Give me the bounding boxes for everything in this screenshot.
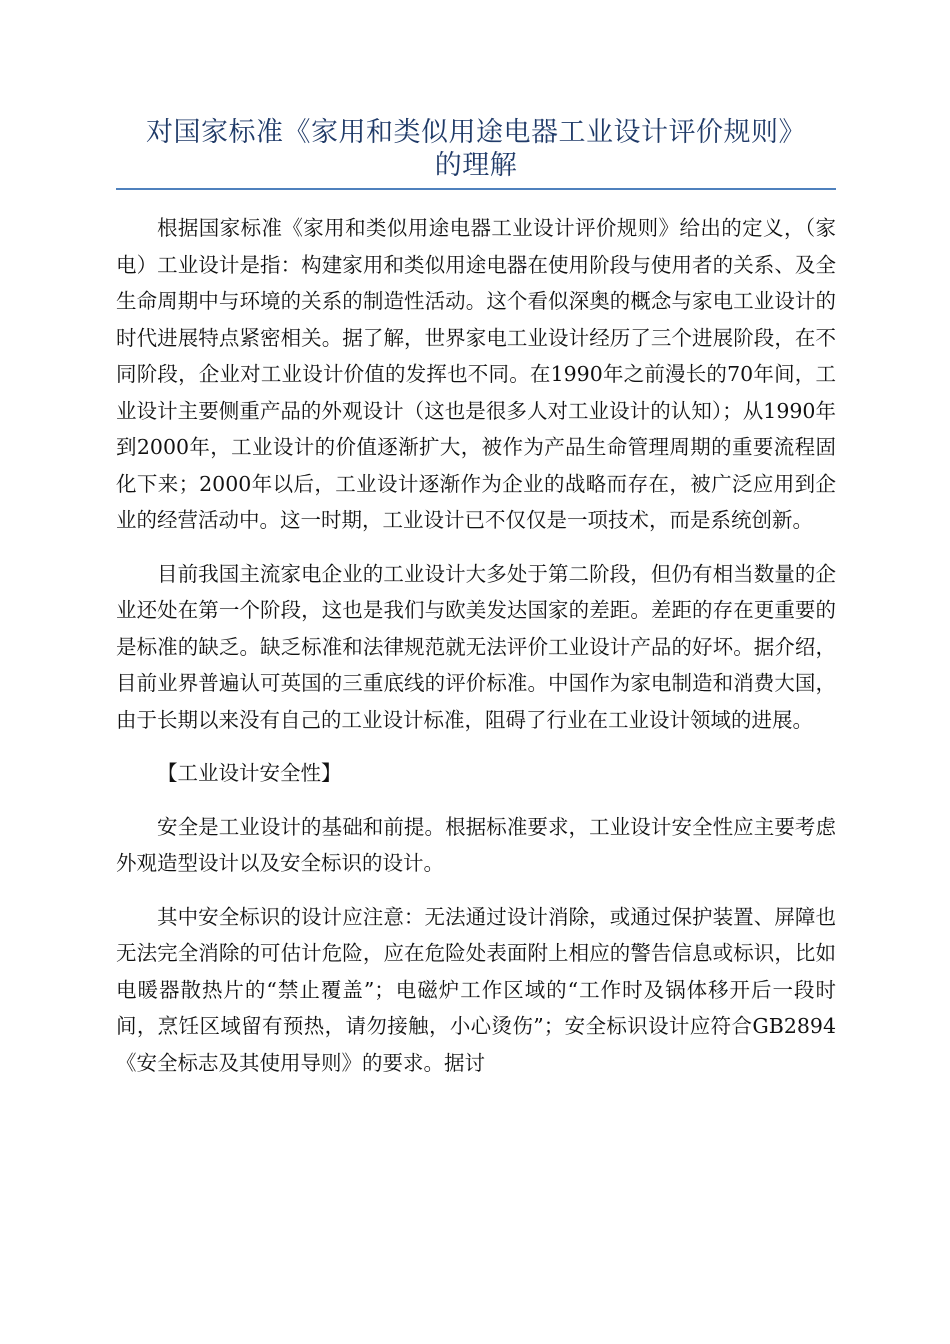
paragraph-current-status: 目前我国主流家电企业的工业设计大多处于第二阶段，但仍有相当数量的企业还处在第一个阶段，这也是我们与欧美发达国家的差距。差距的存在更重要的是标准的缺乏。缺乏标准和法律规范就无法评价工业设计产品的好坏。据介绍，目前业界普遍认可英国的三重底线的评价标准。中国作为家电制造和消费大国，由于长期以来没有自己的工业设计标准，阻碍了行业在工业设计领域的进展。 [116,561,836,732]
document-body [116,210,836,1098]
title-line-2: 的理解 [434,150,518,181]
title-block [116,116,836,190]
document-title [116,116,836,182]
section-heading-safety: 【工业设计安全性】 [157,761,342,785]
paragraph-safety-labels: 其中安全标识的设计应注意：无法通过设计消除，或通过保护装置、屏障也无法完全消除的可估计危险，应在危险处表面附上相应的警告信息或标识，比如电暖器散热片的“禁止覆盖”；电磁炉工作区域的“工作时及锅体移开后一段时间，烹饪区域留有预热，请勿接触，小心烫伤”；安全标识设计应符合GB2894《安全标志及其使用导则》的要求。据讨 [116,904,836,1075]
paragraph-safety-basis: 安全是工业设计的基础和前提。根据标准要求，工业设计安全性应主要考虑外观造型设计以及安全标识的设计。 [116,814,836,875]
paragraph-definition: 根据国家标准《家用和类似用途电器工业设计评价规则》给出的定义，（家电）工业设计是指：构建家用和类似用途电器在使用阶段与使用者的关系、及全生命周期中与环境的关系的制造性活动。这个看似深奥的概念与家电工业设计的时代进展特点紧密相关。据了解，世界家电工业设计经历了三个进展阶段，在不同阶段，企业对工业设计价值的发挥也不同。在1990年之前漫长的70年间，工业设计主要侧重产品的外观设计（这也是很多人对工业设计的认知）；从1990年到2000年，工业设计的价值逐渐扩大，被作为产品生命管理周期的重要流程固化下来；2000年以后，工业设计逐渐作为企业的战略而存在，被广泛应用到企业的经营活动中。这一时期，工业设计已不仅仅是一项技术，而是系统创新。 [116,216,836,532]
title-line-1: 对国家标准《家用和类似用途电器工业设计评价规则》 [146,117,806,148]
